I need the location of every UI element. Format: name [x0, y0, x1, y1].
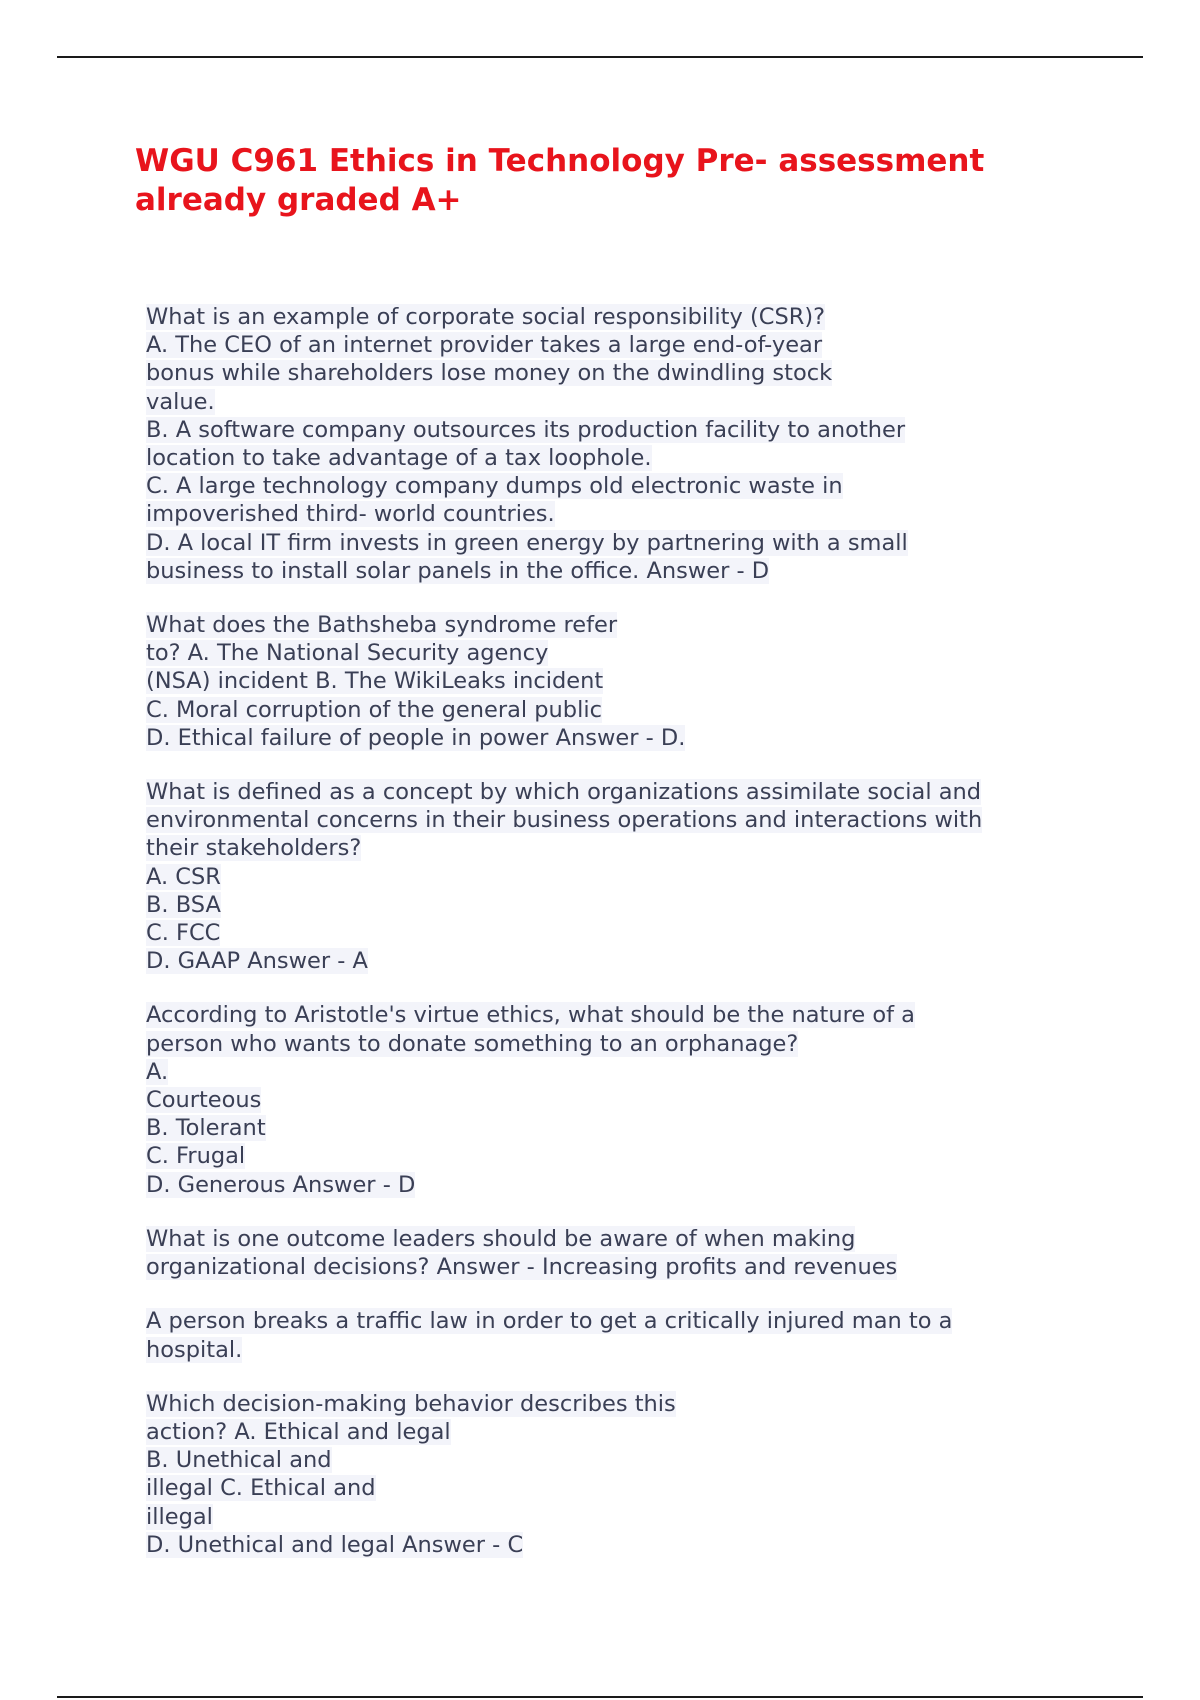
text-line [146, 696, 1106, 724]
text-line [146, 1307, 1106, 1335]
text-line-content: What is one outcome leaders should be aware of when making [146, 1225, 856, 1252]
question-block [146, 1225, 1106, 1281]
text-line-content: their stakeholders? [146, 835, 362, 862]
text-line-content: What is an example of corporate social responsibility (CSR)? [146, 304, 826, 330]
text-line-content: business to install solar panels in the office. Answer - D [146, 557, 770, 584]
text-line [146, 863, 1106, 891]
text-line [146, 611, 1106, 639]
text-line [146, 667, 1106, 695]
text-line-content: hospital. [146, 1336, 243, 1363]
text-line [146, 388, 1106, 416]
text-line [146, 1503, 1106, 1531]
text-line [146, 1142, 1106, 1170]
text-line-content: C. A large technology company dumps old electronic waste in [146, 473, 843, 500]
text-line-content: D. GAAP Answer - A [146, 948, 368, 975]
text-line [146, 1114, 1106, 1142]
text-line [146, 1001, 1106, 1029]
text-line [146, 1531, 1106, 1559]
text-line [146, 1474, 1106, 1502]
text-line-content: B. Unethical and [146, 1447, 332, 1474]
text-line-content: to? A. The National Security agency [146, 640, 549, 667]
text-line-content: B. A software company outsources its production facility to another [146, 416, 906, 443]
text-line-content: According to Aristotle's virtue ethics, what should be the nature of a [146, 1002, 915, 1029]
question-block [146, 1001, 1106, 1198]
text-line [146, 303, 1106, 331]
text-line-content: C. Moral corruption of the general public [146, 696, 602, 723]
text-line [146, 557, 1106, 585]
question-block [146, 778, 1106, 975]
question-block [146, 1307, 1106, 1363]
text-line [146, 1418, 1106, 1446]
text-line-content: B. BSA [146, 891, 221, 918]
text-line [146, 778, 1106, 806]
text-line [146, 891, 1106, 919]
title-line: WGU C961 Ethics in Technology Pre- assessment [135, 143, 985, 179]
text-line [146, 1171, 1106, 1199]
document-body [146, 303, 1106, 1585]
document-title [135, 142, 1095, 220]
text-line [146, 1086, 1106, 1114]
text-line-content: illegal [146, 1503, 213, 1530]
text-line-content: (NSA) incident B. The WikiLeaks incident [146, 668, 604, 695]
text-line [146, 331, 1106, 359]
text-line [146, 806, 1106, 834]
text-line [146, 834, 1106, 862]
text-line-content: What does the Bathsheba syndrome refer [146, 612, 618, 639]
text-line-content: A person breaks a traffic law in order to get a critically injured man to a [146, 1308, 953, 1335]
text-line-content: person who wants to donate something to an orphanage? [146, 1030, 799, 1057]
text-line-content: environmental concerns in their business operations and interactions with [146, 807, 983, 834]
text-line [146, 724, 1106, 752]
text-line-content: Courteous [146, 1087, 262, 1114]
text-line [146, 1058, 1106, 1086]
text-line [146, 1225, 1106, 1253]
text-line [146, 1030, 1106, 1058]
text-line [146, 1446, 1106, 1474]
text-line-content: C. FCC [146, 920, 221, 947]
text-line [146, 472, 1106, 500]
text-line [146, 444, 1106, 472]
text-line [146, 639, 1106, 667]
text-line-content: A. CSR [146, 863, 221, 890]
text-line [146, 947, 1106, 975]
text-line-content: location to take advantage of a tax loophole. [146, 445, 652, 472]
text-line [146, 1336, 1106, 1364]
text-line [146, 1390, 1106, 1418]
text-line-content: What is defined as a concept by which organizations assimilate social and [146, 779, 982, 806]
text-line-content: A. [146, 1058, 169, 1085]
text-line [146, 500, 1106, 528]
text-line-content: A. The CEO of an internet provider takes a large end-of-year [146, 332, 823, 359]
text-line [146, 919, 1106, 947]
text-line-content: B. Tolerant [146, 1115, 266, 1142]
question-block [146, 1390, 1106, 1559]
text-line [146, 1253, 1106, 1281]
text-line-content: impoverished third- world countries. [146, 501, 555, 528]
text-line-content: illegal C. Ethical and [146, 1475, 376, 1502]
bottom-rule [57, 1696, 1143, 1698]
text-line [146, 529, 1106, 557]
text-line-content: C. Frugal [146, 1143, 246, 1170]
text-line-content: bonus while shareholders lose money on the dwindling stock [146, 360, 833, 387]
question-block [146, 611, 1106, 752]
text-line [146, 359, 1106, 387]
text-line-content: D. Unethical and legal Answer - C [146, 1531, 524, 1558]
text-line-content: D. Generous Answer - D [146, 1171, 416, 1198]
text-line-content: action? A. Ethical and legal [146, 1418, 451, 1445]
text-line-content: organizational decisions? Answer - Increasing profits and revenues [146, 1254, 898, 1281]
text-line [146, 416, 1106, 444]
text-line-content: D. A local IT firm invests in green energy by partnering with a small [146, 529, 908, 556]
top-rule [57, 56, 1143, 58]
text-line-content: value. [146, 388, 215, 415]
text-line-content: Which decision-making behavior describes this [146, 1390, 676, 1417]
question-block [146, 303, 1106, 585]
title-line: already graded A+ [135, 182, 462, 218]
text-line-content: D. Ethical failure of people in power Answer - D. [146, 724, 686, 751]
